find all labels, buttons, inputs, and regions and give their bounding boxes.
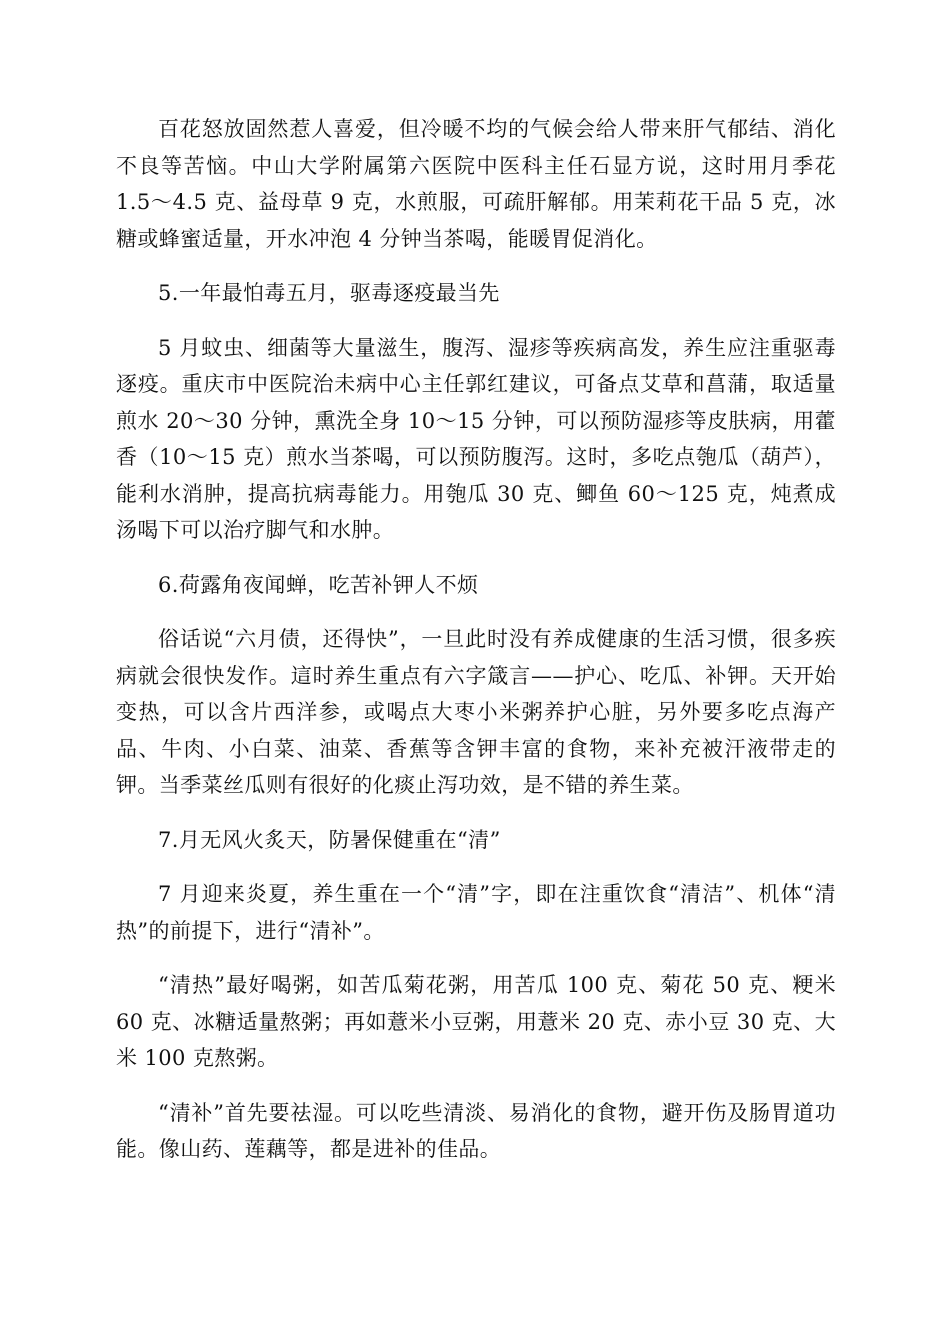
paragraph-qingre: “清热”最好喝粥，如苦瓜菊花粥，用苦瓜 100 克、菊花 50 克、粳米 60 克、冰糖适量熬粥；再如薏米小豆粥，用薏米 20 克、赤小豆 30 克、大米 100 克熬粥。 (116, 973, 836, 1070)
paragraph-may: 5 月蚊虫、细菌等大量滋生，腹泻、湿疹等疾病高发，养生应注重驱毒逐疫。重庆市中医院治未病中心主任郭红建议，可备点艾草和菖蒲，取适量煎水 20～30 分钟，熏洗全身 10～15 分钟，可以预防湿疹等皮肤病，用藿香（10～15 克）煎水当茶喝，可以预防腹泻。这时，多吃点匏瓜（葫芦），能利水消肿，提高抗病毒能力。用匏瓜 30 克、鲫鱼 60～125 克，炖煮成汤喝下可以治疗脚气和水肿。 (116, 335, 836, 542)
document-body (116, 111, 836, 1186)
section-heading-july: 7.月无风火炙天，防暑保健重在“清” (158, 827, 501, 852)
paragraph-spring-flowers: 百花怒放固然惹人喜爱，但冷暖不均的气候会给人带来肝气郁结、消化不良等苦恼。中山大学附属第六医院中医科主任石显方说，这时用月季花 1.5～4.5 克、益母草 9 克，水煎服，可疏肝解郁。用茉莉花干品 5 克，冰糖或蜂蜜适量，开水冲泡 4 分钟当茶喝，能暖胃促消化。 (116, 117, 836, 251)
paragraph-july-intro: 7 月迎来炎夏，养生重在一个“清”字，即在注重饮食“清洁”、机体“清热”的前提下，进行“清补”。 (116, 882, 836, 943)
section-heading-may: 5.一年最怕毒五月，驱毒逐疫最当先 (158, 281, 500, 305)
section-heading-june: 6.荷露角夜闻蝉，吃苦补钾人不烦 (158, 572, 479, 597)
paragraph-qingbu: “清补”首先要祛湿。可以吃些清淡、易消化的食物，避开伤及肠胃道功能。像山药、莲藕等，都是进补的佳品。 (116, 1100, 836, 1161)
paragraph-june: 俗话说“六月债，还得快”，一旦此时没有养成健康的生活习惯，很多疾病就会很快发作。這时养生重点有六字箴言——护心、吃瓜、补钾。天开始变热，可以含片西洋参，或喝点大枣小米粥养护心脏，另外要多吃点海产品、牛肉、小白菜、油菜、香蕉等含钾丰富的食物，来补充被汗液带走的钾。当季菜丝瓜则有很好的化痰止泻功效，是不错的养生菜。 (116, 627, 836, 797)
